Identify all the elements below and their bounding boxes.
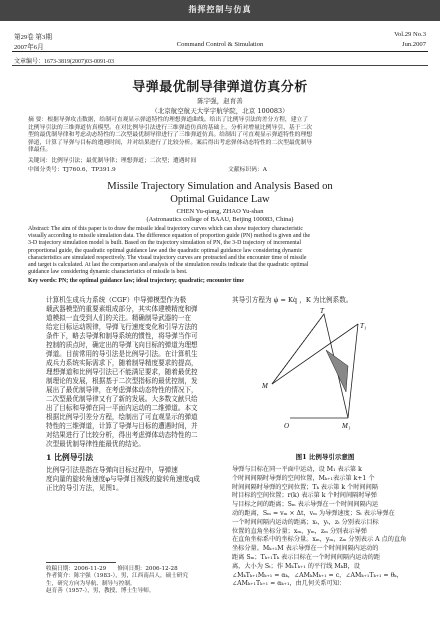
diff-line: 动的距离，Sₘ = vₘ × Δt，vₘ 为导弹速度；Sₜ 表示导弹在 (232, 509, 395, 517)
abstract-en-line: characteristics are simulated respectively. The visual trajectory curves are protracted and the encounter time of missile (28, 254, 307, 261)
footnote-line: 作者简介：陈宇强（1983-），男，江西南昌人，硕士研究 (46, 573, 188, 580)
abstract-en-line: guidance law considering dynamic characteristics of missile is best. (28, 269, 188, 276)
abstract-en-line: proportional guide, the quadratic optimal guidance law and the quadratic optimal guidance law considering dynamic (28, 247, 303, 254)
keywords-en: Key words: PN; the optimal guidance law; ideal trajectory; quadratic; encounter time (28, 278, 245, 284)
abstract-en-line: visually according to missile simulation data. The difference equation of proportion guide (PN) method is given and the (28, 233, 311, 240)
abstract-en-line: 3-D trajectory simulation model is built. Based on the trajectory simulation of PN, the 3-D trajectory of incremental (28, 240, 302, 247)
date-cn: 2007年6月 (14, 44, 44, 51)
footnote-line: 赵育善（1957-），男，教授，博士生导师。 (46, 588, 155, 595)
diff-line: ∠MₖTₖ₊₁Mₖ₊₁ = αₖ，∠AMₖMₖ₊₁ = c，∠AMₖ₊₁Tₖ₊₁ = θₖ， (232, 571, 403, 579)
diff-line: 离，大小为 Sₜ；作 MₖTₖ₊₁ 的平行线 MₖB，设 (232, 562, 360, 570)
intro-line: 二次型最优制导律又有了新的发展。大多数文献只给 (46, 395, 198, 403)
abstract-cn-line: 比例导引法的三维弹道仿真模型。在对比例导引法进行三维弹道仿真的基础上，分析对增量比例导引、基于二次 (28, 124, 313, 131)
affiliation-en: (Astronautics college of BAAU, Beijing 100083, China) (146, 216, 294, 223)
section-1-line: 度向量的旋转角速度φ与导弹目视线的旋转角速度q成 (46, 475, 200, 483)
intro-line: 对结果进行了比较分析，得出考虑弹体动态特性的二 (46, 431, 198, 439)
article-id: 文章编号：1673-3819(2007)03-0091-03 (14, 59, 114, 65)
intro-line: 展出了最优制导律，在考虑弹体动态特性的情况下， (46, 386, 198, 394)
section-1-line: 比例导引法是指在导弹向目标过程中，导弹速 (46, 466, 178, 474)
intro-line: 给定目标运动规律，导弹飞行速度变化和引导方法的 (46, 323, 198, 331)
footnote-line: 生，研究方向为导航、制导与控制。 (46, 580, 136, 587)
classification-number: 中图分类号：TJ760.6，TP391.9 (28, 167, 116, 173)
abstract-en-line: Abstract: The aim of this paper is to draw the missile ideal trajectory curves which can show trajectory characteristic (28, 226, 304, 232)
journal-name-en: Command Control & Simulation (176, 41, 264, 48)
paper-title-en-line1: Missile Trajectory Simulation and Analysis Based on (107, 181, 333, 192)
document-code: 文献标识码：A (228, 167, 267, 173)
guidance-equation-text: 其导引方程为 φ̇ = Kq̇ ，K 为比例系数。 (232, 296, 353, 304)
diff-line: ∠AMₖ₊₁Tₖ₊₁ = αₖ₊₁，由几何关系可知： (232, 580, 346, 588)
authors-cn: 陈宇强，赵育善 (197, 97, 243, 105)
figure-1-diagram (250, 306, 400, 446)
abstract-cn-line: 弹道，计算了导弹与目标的遭遇时间，并对结果进行了比较分析。案后得出考虑弹体动态特性的二次型最优制导 (28, 139, 313, 146)
volume-cn: 第29卷 第3期 (14, 34, 52, 41)
target-path (348, 324, 358, 418)
intro-line: 出了目标和导弹在同一平面内运动的二维弹道。本文 (46, 404, 198, 412)
diff-line: 个时间间隔时导弹的空间位置，Mₖ₊₁表示第 k+1 个 (232, 474, 375, 482)
intro-line: 理想弹道和比例导引法已不能满足要求，随着最优控 (46, 368, 198, 376)
footnotes (46, 566, 224, 596)
abstract-cn (28, 117, 412, 155)
intro-line: 制理论的发展，根据基于二次型指标的最优控制，发 (46, 377, 198, 385)
footnote-line: 收稿日期：2006-11-29 修回日期：2006-12-28 (46, 566, 178, 572)
diff-line: 位置的直角坐标分量；xₘ，yₘ，zₘ 分别表示导弹 (232, 527, 367, 535)
intro-text (46, 296, 222, 449)
diff-line: 与目标之间的距离；Sₘ 表示导弹在一个时间间隔内运 (232, 501, 379, 509)
keywords-cn: 关键词：比例导引法；最优制导律；理想弹道；二次型；遭遇时间 (28, 158, 197, 164)
authors-en: CHEN Yu-qiang, ZHAO Yu-shan (176, 208, 264, 215)
header-rule (12, 51, 428, 52)
intro-line: 特性的三维弹道，计算了导弹与目标的遭遇时间，并 (46, 422, 198, 430)
diff-line: 一个时间间隔内运动的距离；xₜ，yₜ，zₜ 分别表示目标 (232, 518, 379, 526)
section-1-text (46, 466, 222, 493)
diff-line: 时目标的空间位置；r(k) 表示第 k 个时间间隔时导弹 (232, 492, 377, 500)
intro-line: 根据比例导引差分方程，绘制出了可直观显示的弹道 (46, 413, 198, 421)
label-t: T (320, 307, 324, 315)
diff-line: 导弹与目标在同一平面中运动，设 M₁ 表示第 k (232, 466, 362, 473)
article-id-rule (12, 65, 428, 66)
paper-title-cn: 导弹最优制导律弹道仿真分析 (132, 80, 308, 95)
intro-line: 道模拟一直受到人们的关注。精确制导武器的一在 (46, 314, 192, 322)
affiliation-cn: （北京航空航天大学宇航学院，北京 100083） (151, 107, 289, 115)
intro-line: 载武器模型的重要素组成部分，其实体建模精度和弹 (46, 305, 198, 313)
label-m: M (262, 382, 268, 390)
intro-line: 计算机生成兵力系统（CGF）中导弹模型作为极 (46, 296, 187, 304)
intro-line: 次型最优制导律性能最优的结论。 (46, 440, 145, 448)
label-o: O (284, 422, 290, 430)
abstract-en (28, 226, 412, 276)
footnote-rule (46, 562, 116, 563)
volume-en: Vol.29 No.3 (394, 31, 426, 38)
intro-line: 条件下，略去导弹和制导系统的惯性，将导弹当作可 (46, 332, 198, 340)
paper-title-en-line2: Optimal Guidance Law (170, 194, 270, 205)
label-t1: T₁ (360, 322, 367, 330)
diff-line: 在直角坐标系中的坐标分量。xₘ，yₘ，zₘ 分别表示 A 点的直角 (232, 536, 407, 544)
difference-equation-text (232, 466, 412, 589)
abstract-cn-line: 律最佳。 (28, 147, 52, 154)
diff-line: 坐标分量。Mₖ₊₁M 表示导弹在一个时间间隔内运动的 (232, 545, 379, 553)
section-1-line: 正比的导引方法，见图1。 (46, 484, 123, 492)
label-m1: M₁ (342, 422, 351, 430)
diff-line: 距离 Sₘ；Tₖ₊₁Tₖ 表示目标在一个时间间隔内运动的距 (232, 553, 381, 561)
shaded-triangle (326, 350, 348, 392)
abstract-cn-line: 摘 要：根据导弹攻击数据，给制可直观显示弹道特性的理想弹道曲线。给出了比例导引法的差分方程，建立了 (28, 117, 309, 123)
diff-line: 时间间隔时导弹的空间位置；Tₖ 表示第 k 个时间间隔 (232, 483, 378, 491)
abstract-en-line: and target is calculated. At last the comparison and analysis of the simulation results indicate that the quadratic optimal (28, 262, 309, 269)
abstract-cn-line: 型的最优制导律和考虑动态特性的二次型最优制导律进行了三维弹道仿真。给制出了可直观显示弹道特性的理想 (28, 132, 313, 139)
intro-line: 控制的质点时，确定出的导弹飞向目标的弹道为理想 (46, 341, 198, 349)
banner-title: 指挥控制与仿真 (188, 5, 252, 14)
journal-banner (0, 0, 440, 21)
intro-line: 成兵力系统实际需求下，随着制导精度要求的提高， (46, 359, 198, 367)
figure-1-caption: 图1 比例导引示意图 (295, 453, 355, 461)
date-en: Jun.2007 (402, 41, 426, 48)
intro-line: 弹道。目前常用的导引法是比例导引法。在计算机生 (46, 350, 198, 358)
section-heading-1: 1 比例导引法 (46, 453, 94, 462)
